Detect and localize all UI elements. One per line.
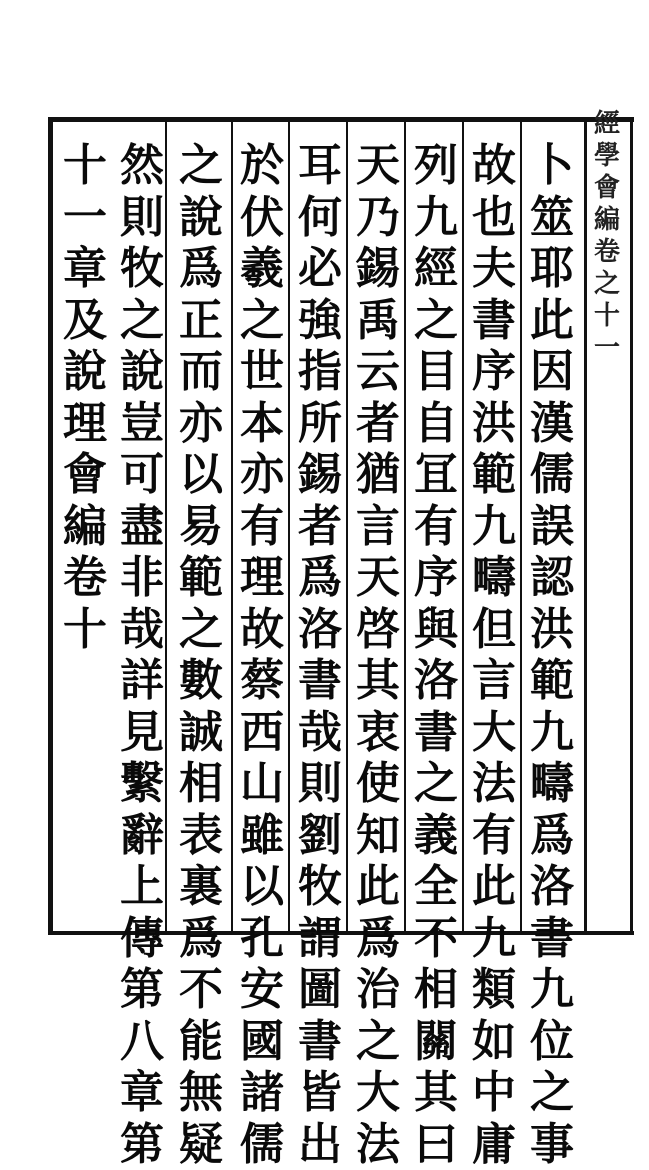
character: 書 — [411, 707, 461, 759]
character: 關 — [411, 1016, 461, 1068]
character: 九 — [469, 501, 519, 553]
character: 不 — [176, 964, 226, 1016]
character: 說 — [60, 346, 110, 398]
character: 冝 — [411, 449, 461, 501]
character: 中 — [469, 1067, 519, 1119]
character: 說 — [117, 346, 167, 398]
character: 者 — [295, 501, 345, 553]
character: 可 — [117, 449, 167, 501]
character: 有 — [237, 501, 287, 553]
character: 云 — [353, 346, 403, 398]
character: 相 — [176, 758, 226, 810]
character: 錫 — [353, 243, 403, 295]
character: 指 — [295, 346, 345, 398]
character: 言 — [353, 501, 403, 553]
character: 表 — [176, 810, 226, 862]
text-column-8 — [117, 140, 167, 1170]
character: 不 — [411, 913, 461, 965]
character: 因 — [527, 346, 577, 398]
outer-right-border-line — [630, 117, 633, 935]
character: 法 — [469, 758, 519, 810]
character: 筮 — [527, 192, 577, 244]
character: 編 — [60, 501, 110, 553]
top-border-line — [48, 117, 634, 122]
character: 耶 — [527, 243, 577, 295]
character: 豈 — [117, 398, 167, 450]
character: 哉 — [295, 707, 345, 759]
character: 無 — [176, 1067, 226, 1119]
character: 錫 — [295, 449, 345, 501]
margin-character: 卷 — [594, 236, 620, 268]
character: 於 — [237, 140, 287, 192]
character: 序 — [469, 346, 519, 398]
character: 猶 — [353, 449, 403, 501]
character: 辭 — [117, 810, 167, 862]
character: 知 — [353, 810, 403, 862]
character: 漢 — [527, 398, 577, 450]
character: 洪 — [527, 604, 577, 656]
character: 之 — [117, 295, 167, 347]
character: 爲 — [176, 243, 226, 295]
character: 有 — [469, 810, 519, 862]
character: 但 — [469, 604, 519, 656]
margin-character: 之 — [594, 268, 620, 300]
margin-book-title — [592, 108, 622, 364]
text-column-6 — [237, 140, 287, 1170]
column-rule — [520, 122, 522, 931]
character: 之 — [237, 295, 287, 347]
text-column-9 — [60, 140, 110, 655]
character: 理 — [60, 398, 110, 450]
character: 西 — [237, 707, 287, 759]
character: 範 — [527, 655, 577, 707]
text-column-2 — [469, 140, 519, 1170]
character: 國 — [237, 1016, 287, 1068]
character: 卜 — [527, 140, 577, 192]
character: 伏 — [237, 192, 287, 244]
character: 洪 — [469, 398, 519, 450]
character: 洛 — [295, 604, 345, 656]
character: 而 — [176, 346, 226, 398]
character: 傳 — [117, 913, 167, 965]
character: 疇 — [527, 758, 577, 810]
character: 說 — [176, 192, 226, 244]
character: 序 — [411, 552, 461, 604]
column-rule — [404, 122, 406, 931]
column-rule — [231, 122, 233, 931]
character: 目 — [411, 346, 461, 398]
character: 所 — [295, 398, 345, 450]
character: 洛 — [527, 861, 577, 913]
margin-character: 一 — [594, 332, 620, 364]
character: 九 — [527, 707, 577, 759]
text-column-7 — [176, 140, 226, 1170]
character: 詳 — [117, 655, 167, 707]
character: 八 — [117, 1016, 167, 1068]
character: 爲 — [527, 810, 577, 862]
character: 相 — [411, 964, 461, 1016]
margin-character: 會 — [594, 172, 620, 204]
character: 洛 — [411, 655, 461, 707]
character: 謂 — [295, 913, 345, 965]
character: 位 — [527, 1016, 577, 1068]
character: 也 — [469, 192, 519, 244]
character: 之 — [527, 1067, 577, 1119]
character: 盡 — [117, 501, 167, 553]
character: 天 — [353, 140, 403, 192]
character: 上 — [117, 861, 167, 913]
character: 誤 — [527, 501, 577, 553]
margin-character: 經 — [594, 108, 620, 140]
character: 則 — [295, 758, 345, 810]
character: 言 — [469, 655, 519, 707]
character: 蔡 — [237, 655, 287, 707]
character: 卷 — [60, 552, 110, 604]
character: 雖 — [237, 810, 287, 862]
character: 哉 — [117, 604, 167, 656]
character: 孔 — [237, 913, 287, 965]
character: 範 — [469, 449, 519, 501]
margin-character: 編 — [594, 204, 620, 236]
character: 正 — [176, 295, 226, 347]
character: 劉 — [295, 810, 345, 862]
character: 以 — [176, 449, 226, 501]
character: 爲 — [353, 913, 403, 965]
character: 大 — [469, 707, 519, 759]
character: 爲 — [295, 552, 345, 604]
character: 範 — [176, 552, 226, 604]
character: 衷 — [353, 707, 403, 759]
character: 本 — [237, 398, 287, 450]
character: 如 — [469, 1016, 519, 1068]
character: 安 — [237, 964, 287, 1016]
character: 書 — [469, 295, 519, 347]
character: 山 — [237, 758, 287, 810]
character: 誠 — [176, 707, 226, 759]
character: 以 — [237, 861, 287, 913]
character: 儒 — [237, 1119, 287, 1170]
character: 曰 — [411, 1119, 461, 1170]
character: 之 — [176, 604, 226, 656]
character: 有 — [411, 501, 461, 553]
character: 然 — [117, 140, 167, 192]
character: 會 — [60, 449, 110, 501]
character: 經 — [411, 243, 461, 295]
character: 何 — [295, 192, 345, 244]
character: 九 — [469, 913, 519, 965]
character: 則 — [117, 192, 167, 244]
character: 一 — [60, 192, 110, 244]
character: 諸 — [237, 1067, 287, 1119]
character: 啓 — [353, 604, 403, 656]
character: 易 — [176, 501, 226, 553]
character: 第 — [117, 1119, 167, 1170]
character: 能 — [176, 1016, 226, 1068]
character: 出 — [295, 1119, 345, 1170]
character: 理 — [237, 552, 287, 604]
character: 九 — [527, 964, 577, 1016]
character: 此 — [353, 861, 403, 913]
text-column-3 — [411, 140, 461, 1170]
character: 與 — [411, 604, 461, 656]
character: 書 — [295, 1016, 345, 1068]
column-rule — [346, 122, 348, 931]
left-border-line — [48, 117, 53, 935]
character: 繫 — [117, 758, 167, 810]
character: 世 — [237, 346, 287, 398]
column-rule — [462, 122, 464, 931]
character: 使 — [353, 758, 403, 810]
character: 數 — [176, 655, 226, 707]
character: 故 — [469, 140, 519, 192]
character: 圖 — [295, 964, 345, 1016]
character: 全 — [411, 861, 461, 913]
character: 疑 — [176, 1119, 226, 1170]
character: 義 — [411, 810, 461, 862]
character: 大 — [353, 1067, 403, 1119]
character: 儒 — [527, 449, 577, 501]
character: 者 — [353, 398, 403, 450]
character: 章 — [60, 243, 110, 295]
character: 類 — [469, 964, 519, 1016]
text-column-5 — [295, 140, 345, 1170]
character: 此 — [527, 295, 577, 347]
character: 法 — [353, 1119, 403, 1170]
character: 強 — [295, 295, 345, 347]
character: 及 — [60, 295, 110, 347]
character: 書 — [527, 913, 577, 965]
character: 故 — [237, 604, 287, 656]
column-rule — [288, 122, 290, 931]
text-column-4 — [353, 140, 403, 1170]
character: 亦 — [237, 449, 287, 501]
character: 事 — [527, 1119, 577, 1170]
character: 之 — [353, 1016, 403, 1068]
character: 亦 — [176, 398, 226, 450]
character: 認 — [527, 552, 577, 604]
margin-character: 學 — [594, 140, 620, 172]
margin-character: 十 — [594, 300, 620, 332]
character: 乃 — [353, 192, 403, 244]
character: 書 — [295, 655, 345, 707]
text-column-1 — [527, 140, 577, 1170]
character: 見 — [117, 707, 167, 759]
character: 羲 — [237, 243, 287, 295]
character: 列 — [411, 140, 461, 192]
character: 自 — [411, 398, 461, 450]
character: 其 — [353, 655, 403, 707]
character: 庸 — [469, 1119, 519, 1170]
right-border-line — [584, 117, 587, 935]
character: 禹 — [353, 295, 403, 347]
character: 之 — [411, 295, 461, 347]
character: 治 — [353, 964, 403, 1016]
character: 必 — [295, 243, 345, 295]
character: 皆 — [295, 1067, 345, 1119]
character: 章 — [117, 1067, 167, 1119]
character: 之 — [176, 140, 226, 192]
character: 九 — [411, 192, 461, 244]
character: 夫 — [469, 243, 519, 295]
character: 裏 — [176, 861, 226, 913]
character: 耳 — [295, 140, 345, 192]
character: 爲 — [176, 913, 226, 965]
character: 之 — [411, 758, 461, 810]
character: 十 — [60, 604, 110, 656]
character: 此 — [469, 861, 519, 913]
character: 天 — [353, 552, 403, 604]
character: 第 — [117, 964, 167, 1016]
character: 疇 — [469, 552, 519, 604]
character: 十 — [60, 140, 110, 192]
character: 牧 — [117, 243, 167, 295]
character: 其 — [411, 1067, 461, 1119]
character: 非 — [117, 552, 167, 604]
character: 牧 — [295, 861, 345, 913]
